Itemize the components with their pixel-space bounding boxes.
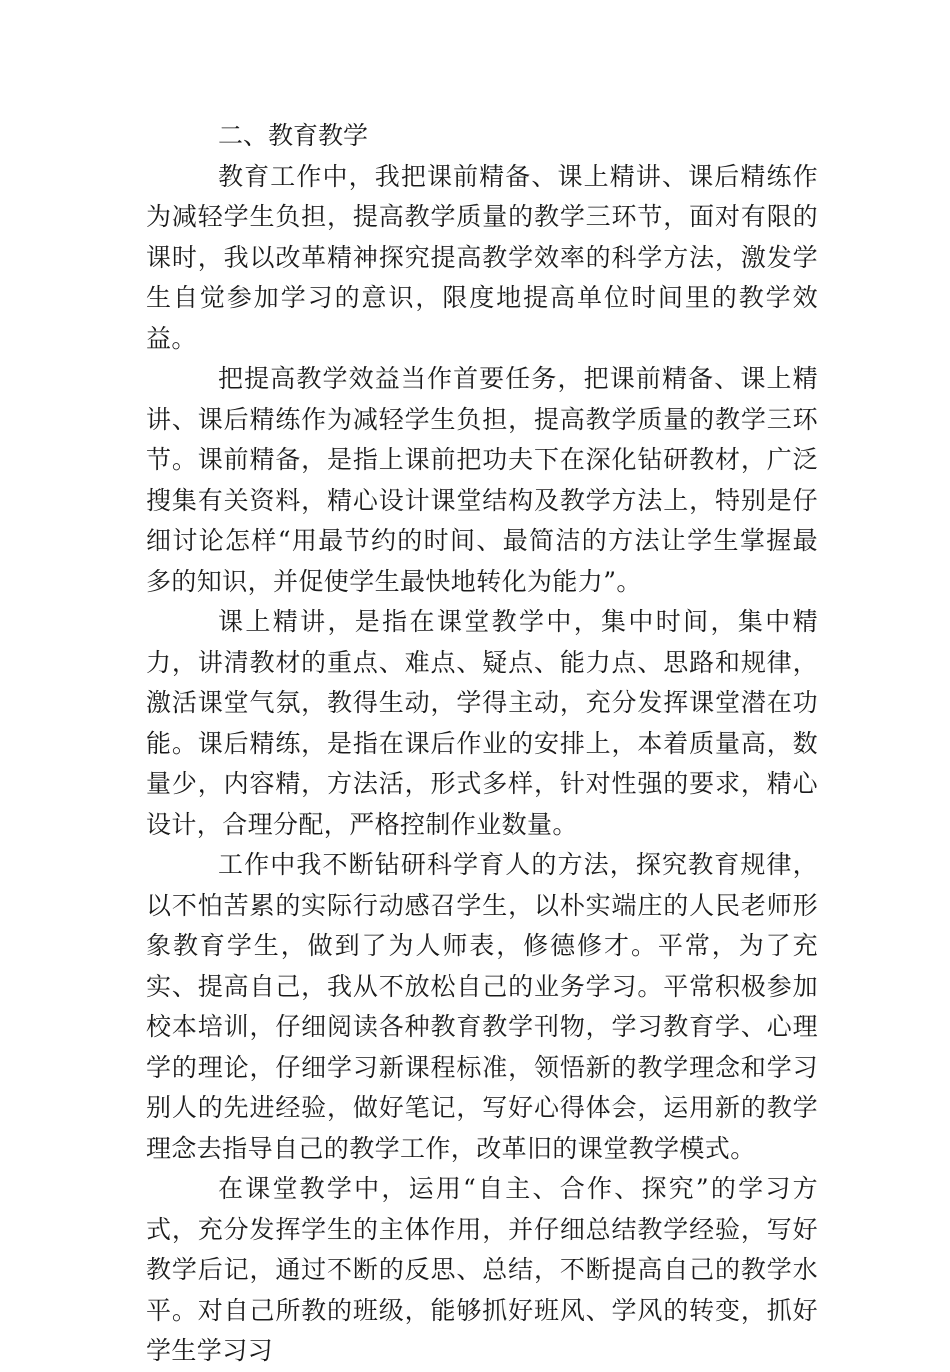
paragraph-1: 教育工作中，我把课前精备、课上精讲、课后精练作为减轻学生负担，提高教学质量的教学三环节，面对有限的课时，我以改革精神探究提高教学效率的科学方法，激发学生自觉参加学习的意识，限度地提高单位时间里的教学效益。 [146,161,818,353]
paragraph-5: 在课堂教学中，运用“自主、合作、探究”的学习方式，充分发挥学生的主体作用，并仔细总结教学经验，写好教学后记，通过不断的反思、总结，不断提高自己的教学水平。对自己所教的班级，能够抓好班风、学风的转变，抓好学生学习习 [146,1174,818,1365]
paragraph-3: 课上精讲，是指在课堂教学中，集中时间，集中精力，讲清教材的重点、难点、疑点、能力点、思路和规律，激活课堂气氛，教得生动，学得主动，充分发挥课堂潜在功能。课后精练，是指在课后作业的安排上，本着质量高，数量少，内容精，方法活，形式多样，针对性强的要求，精心设计，合理分配，严格控制作业数量。 [146,607,818,839]
paragraph-2: 把提高教学效益当作首要任务，把课前精备、课上精讲、课后精练作为减轻学生负担，提高教学质量的教学三环节。课前精备，是指上课前把功夫下在深化钻研教材，广泛搜集有关资料，精心设计课堂结构及教学方法上，特别是仔细讨论怎样“用最节约的时间、最简洁的方法让学生掌握最多的知识，并促使学生最快地转化为能力”。 [146,364,818,596]
section-heading: 二、教育教学 [218,121,369,150]
paragraph-4: 工作中我不断钻研科学育人的方法，探究教育规律，以不怕苦累的实际行动感召学生，以朴实端庄的人民老师形象教育学生，做到了为人师表，修德修才。平常，为了充实、提高自己，我从不放松自己的业务学习。平常积极参加校本培训，仔细阅读各种教育教学刊物，学习教育学、心理学的理论，仔细学习新课程标准，领悟新的教学理念和学习别人的先进经验，做好笔记，写好心得体会，运用新的教学理念去指导自己的教学工作，改革旧的课堂教学模式。 [146,850,818,1163]
document-body [146,116,818,1372]
